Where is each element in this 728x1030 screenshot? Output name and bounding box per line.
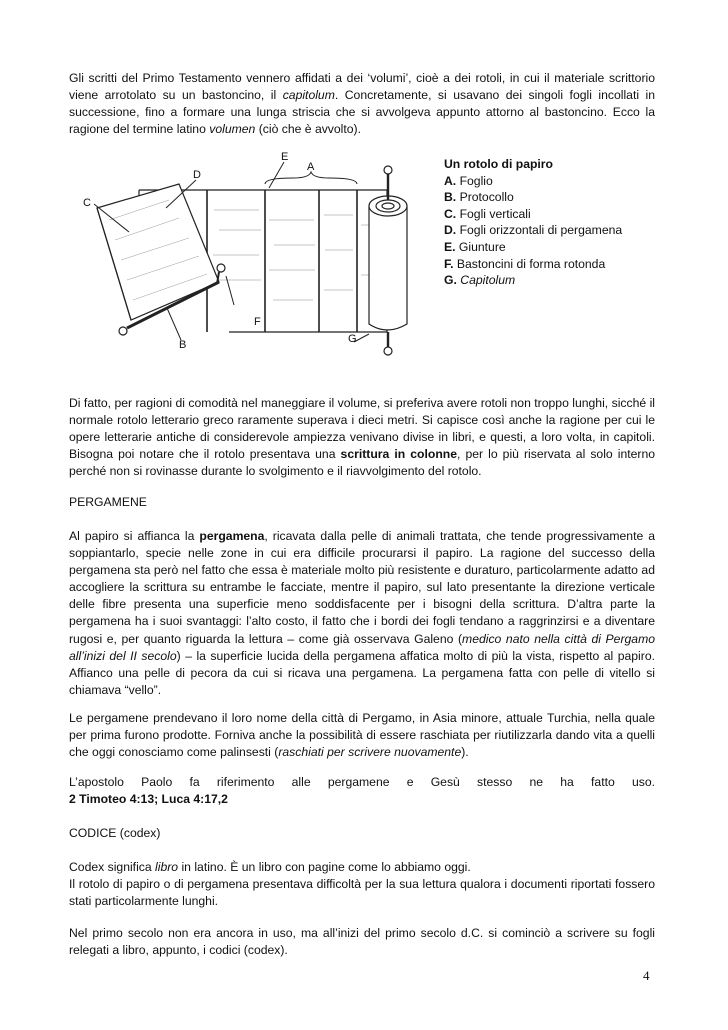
label-f: F bbox=[254, 316, 261, 328]
bold-scrittura-colonne: scrittura in colonne bbox=[340, 447, 457, 462]
caption-item-g: G. Capitolum bbox=[444, 273, 516, 288]
paragraph-pergamo: Le pergamene prendevano il loro nome della città di Pergamo, in Asia minore, attuale Turchia, nella quale per prima furono prodotte. Forniva anche la possibilità di essere raschiata per riutilizzarla dando vita a quelli che oggi conosciamo come palinsesti (raschiati per scrivere nuovamente). bbox=[69, 711, 655, 760]
intro-text-3: (ciò che è avvolto). bbox=[255, 122, 361, 137]
caption-item-d: D. Fogli orizzontali di pergamena bbox=[444, 223, 623, 238]
paragraph-codex-3: Nel primo secolo non era ancora in uso, ma all’inizi del primo secolo d.C. si cominciò a scrivere su fogli relegati a libro, appunto, i codici (codex). bbox=[69, 926, 655, 958]
caption-item-b: B. Protocollo bbox=[444, 190, 514, 205]
page-number: 4 bbox=[643, 968, 650, 983]
heading-codice: CODICE (codex) bbox=[69, 826, 161, 840]
caption-item-e: E. Giunture bbox=[444, 239, 506, 254]
figure-caption bbox=[444, 156, 664, 289]
label-b: B bbox=[179, 339, 187, 351]
intro-text-1: Gli scritti del Primo Testamento vennero affidati a dei ‘volumi’, cioè a dei rotoli, in cui il materiale scrittorio viene arrotolato su un bastoncino, il bbox=[69, 71, 655, 103]
paragraph-pergamena: Al papiro si affianca la pergamena, ricavata dalla pelle di animali trattata, che tende progressivamente a soppiantarlo, specie nelle zone in cui era difficile procurarsi il papiro. La ragione del successo della pergamena sta però nel fatto che essa è materiale molto più resistente e duraturo, particolarmente adatto ad accogliere la scrittura su entrambe le facciate, mentre il papiro, sul lato presentante la direzione verticale delle fibre presenta una superficie meno soddisfacente per i bisogni della scrittura. D’altra parte la pergamena ha i suoi svantaggi: l’alto costo, il fatto che i bordi dei fogli tendano a raggrinzirsi e a diventare rugosi e, per quanto riguarda la lettura – come già osservava Galeno (medico nato nella città di Pergamo all’inizi del II secolo) – la superficie lucida della pergamena affatica molto di più la vista, rispetto al papiro. Affianco una pelle di pecora da cui si ricava una pergamena. La pergamena fatta con pelle di vitello si chiamava “vello”. bbox=[69, 529, 655, 697]
intro-text-2: . Concretamente, si usavano dei singoli fogli incollati in successione, fino a formare una lunga striscia che si avvolgeva appunto attorno al bastoncino. Ecco la ragione del termine latino bbox=[69, 88, 656, 137]
em-libro: libro bbox=[155, 860, 179, 874]
caption-item-a: A. Foglio bbox=[444, 173, 493, 188]
label-c: C bbox=[83, 197, 91, 209]
paragraph-rotoli: Di fatto, per ragioni di comodità nel maneggiare il volume, si preferiva avere rotoli non troppo lunghi, sicché il normale rotolo letterario greco raramente superava i dieci metri. Si capisce così anche la ragione per cui le opere letterarie antiche di considerevole ampiezza venivano divise in libri, e questi, a loro volta, in capitoli. Bisogna poi notare che il rotolo presentava una scrittura in colonne, per lo più riservata al solo interno perché non si rovinasse durante lo svolgimento e il riavvolgimento del rotolo. bbox=[69, 396, 656, 479]
intro-em-capitolum: capitolum bbox=[282, 88, 335, 103]
heading-pergamene: PERGAMENE bbox=[69, 495, 147, 509]
label-d: D bbox=[193, 169, 201, 181]
intro-em-volumen: volumen bbox=[209, 122, 256, 137]
paragraph-paolo: L’apostolo Paolo fa riferimento alle pergamene e Gesù stesso ne ha fatto uso. bbox=[69, 775, 655, 789]
caption-item-c: C. Fogli verticali bbox=[444, 206, 531, 221]
paragraph-codex-1: Codex significa libro in latino. È un libro con pagine come lo abbiamo oggi. bbox=[69, 860, 471, 874]
em-raschiati: raschiati per scrivere nuovamente bbox=[278, 745, 462, 760]
label-e: E bbox=[281, 151, 289, 163]
label-a: A bbox=[307, 161, 315, 173]
scripture-reference: 2 Timoteo 4:13; Luca 4:17,2 bbox=[69, 792, 228, 806]
bold-pergamena: pergamena bbox=[199, 529, 265, 543]
caption-item-f: F. Bastoncini di forma rotonda bbox=[444, 256, 606, 271]
caption-title: Un rotolo di papiro bbox=[444, 157, 553, 171]
label-g: G bbox=[348, 333, 357, 345]
intro-paragraph bbox=[69, 70, 655, 138]
paragraph-codex-2: Il rotolo di papiro o di pergamena presentava difficoltà per la sua lettura qualora i documenti riportati fossero stati particolarmente lunghi. bbox=[69, 877, 655, 909]
em-galeno: medico nato nella città di Pergamo all’inizi del II secolo bbox=[69, 631, 655, 663]
papyrus-roll-illustration bbox=[69, 150, 441, 360]
